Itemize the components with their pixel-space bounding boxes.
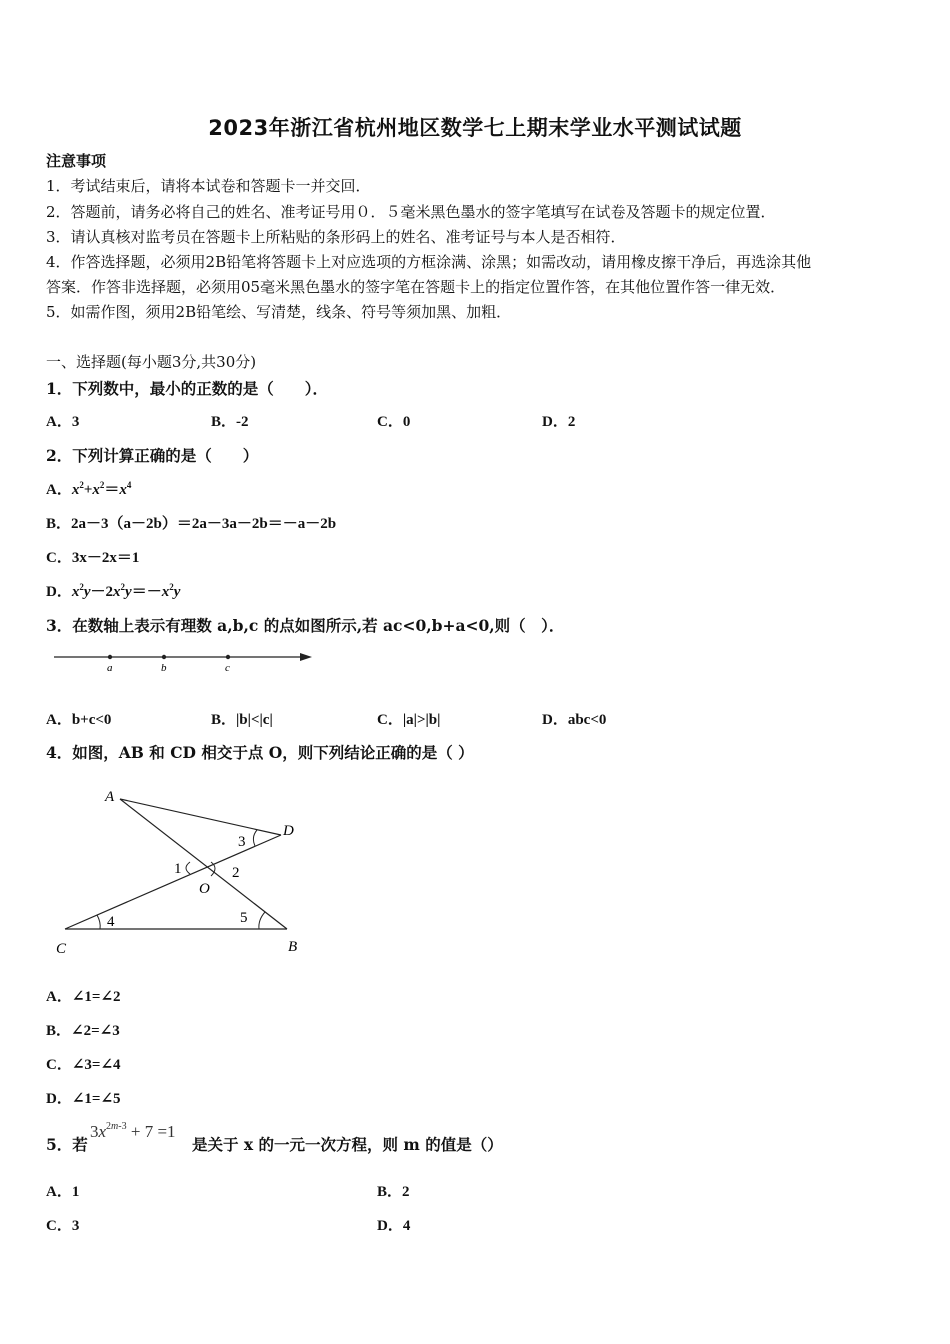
q5-option-a: A．1: [46, 1184, 80, 1200]
notice-item: 1．考试结束后，请将本试卷和答题卡一并交回．: [46, 177, 371, 195]
intersecting-lines-figure: [45, 780, 315, 965]
angle-3-arc: [253, 830, 257, 846]
section-heading: 一、选择题(每小题3分,共30分): [46, 353, 257, 371]
notice-item: 2．答题前，请务必将自己的姓名、准考证号用０．５毫米黑色墨水的签字笔填写在试卷及答题卡的规定位置．: [46, 203, 776, 221]
label-a: a: [107, 662, 113, 674]
q2-option-b: B．2a－3（a－2b）＝2a－3a－2b＝－a－2b: [46, 516, 337, 532]
q1-option-b: B．-2: [211, 414, 249, 430]
q3-option-c: C．|a|>|b|: [377, 712, 441, 728]
question-1-stem: 1．下列数中，最小的正数的是（ ）．: [46, 379, 329, 398]
option-label: A．: [46, 482, 72, 498]
notice-heading: 注意事项: [46, 152, 107, 170]
point-b: [162, 655, 166, 659]
q2-option-c: C．3x－2x＝1: [46, 550, 140, 566]
question-5-suffix: 是关于 x 的一元一次方程，则 m 的值是（）: [192, 1135, 503, 1154]
question-3-stem: 3．在数轴上表示有理数 a,b,c 的点如图所示,若 ac<0,b+a<0,则（ ）．: [46, 616, 565, 635]
q5-option-b: B．2: [377, 1184, 410, 1200]
q3-option-d: D．abc<0: [542, 712, 607, 728]
question-4-stem: 4．如图，AB 和 CD 相交于点 O，则下列结论正确的是（ ）: [46, 743, 474, 762]
equation: $3x^{2m-3} + 7 =1$: [90, 1121, 176, 1141]
q1-option-a: A．3: [46, 414, 80, 430]
angle-1-label: 1: [174, 861, 182, 877]
angle-1-arc: [186, 862, 190, 874]
label-b: B: [288, 939, 298, 955]
q5-option-c: C．3: [46, 1218, 80, 1234]
label-b: b: [161, 662, 167, 674]
angle-4-arc: [97, 915, 100, 929]
q2-option-d: D．$x^2y-2x^2y=-x^2y$: [46, 582, 181, 600]
q3-option-b: B．|b|<|c|: [211, 712, 273, 728]
notice-item: 答案．作答非选择题，必须用05毫米黑色墨水的签字笔在答题卡上的指定位置作答，在其他位置作答一律无效．: [46, 278, 786, 296]
question-5-prefix: 5．若: [46, 1135, 88, 1154]
notice-item: 5．如需作图，须用2B铅笔绘、写清楚，线条、符号等须加黑、加粗．: [46, 303, 512, 321]
label-c: C: [56, 941, 67, 957]
label-c: c: [225, 662, 230, 674]
q1-option-c: C．0: [377, 414, 411, 430]
number-line-figure: [50, 645, 320, 675]
q2-option-a: A．$x^2+x^2=x^4$: [46, 480, 132, 498]
arrow-icon: [300, 653, 312, 661]
q1-option-d: D．2: [542, 414, 576, 430]
point-a: [108, 655, 112, 659]
q4-option-c: C．∠3=∠4: [46, 1057, 121, 1073]
point-c: [226, 655, 230, 659]
segment-ad: [120, 799, 281, 835]
notice-item: 3．请认真核对监考员在答题卡上所粘贴的条形码上的姓名、准考证号与本人是否相符．: [46, 228, 626, 246]
label-o: O: [199, 881, 210, 897]
q4-option-a: A．∠1=∠2: [46, 989, 121, 1005]
label-d: D: [283, 823, 294, 839]
q3-option-a: A．b+c<0: [46, 712, 112, 728]
label-a: A: [105, 789, 115, 805]
page-title: 2023年浙江省杭州地区数学七上期末学业水平测试试题: [208, 116, 742, 140]
angle-3-label: 3: [238, 834, 246, 850]
angle-5-label: 5: [240, 910, 248, 926]
angle-5-arc: [259, 912, 265, 929]
segment-ab: [120, 799, 287, 929]
q5-option-d: D．4: [377, 1218, 411, 1234]
angle-4-label: 4: [107, 914, 115, 930]
angle-2-label: 2: [232, 865, 240, 881]
notice-item: 4．作答选择题，必须用2B铅笔将答题卡上对应选项的方框涂满、涂黑；如需改动，请用橡皮擦干净后，再选涂其他: [46, 253, 812, 271]
question-2-stem: 2．下列计算正确的是（ ）: [46, 446, 259, 465]
q4-option-b: B．∠2=∠3: [46, 1023, 120, 1039]
q4-option-d: D．∠1=∠5: [46, 1091, 121, 1107]
option-label: D．: [46, 584, 72, 600]
